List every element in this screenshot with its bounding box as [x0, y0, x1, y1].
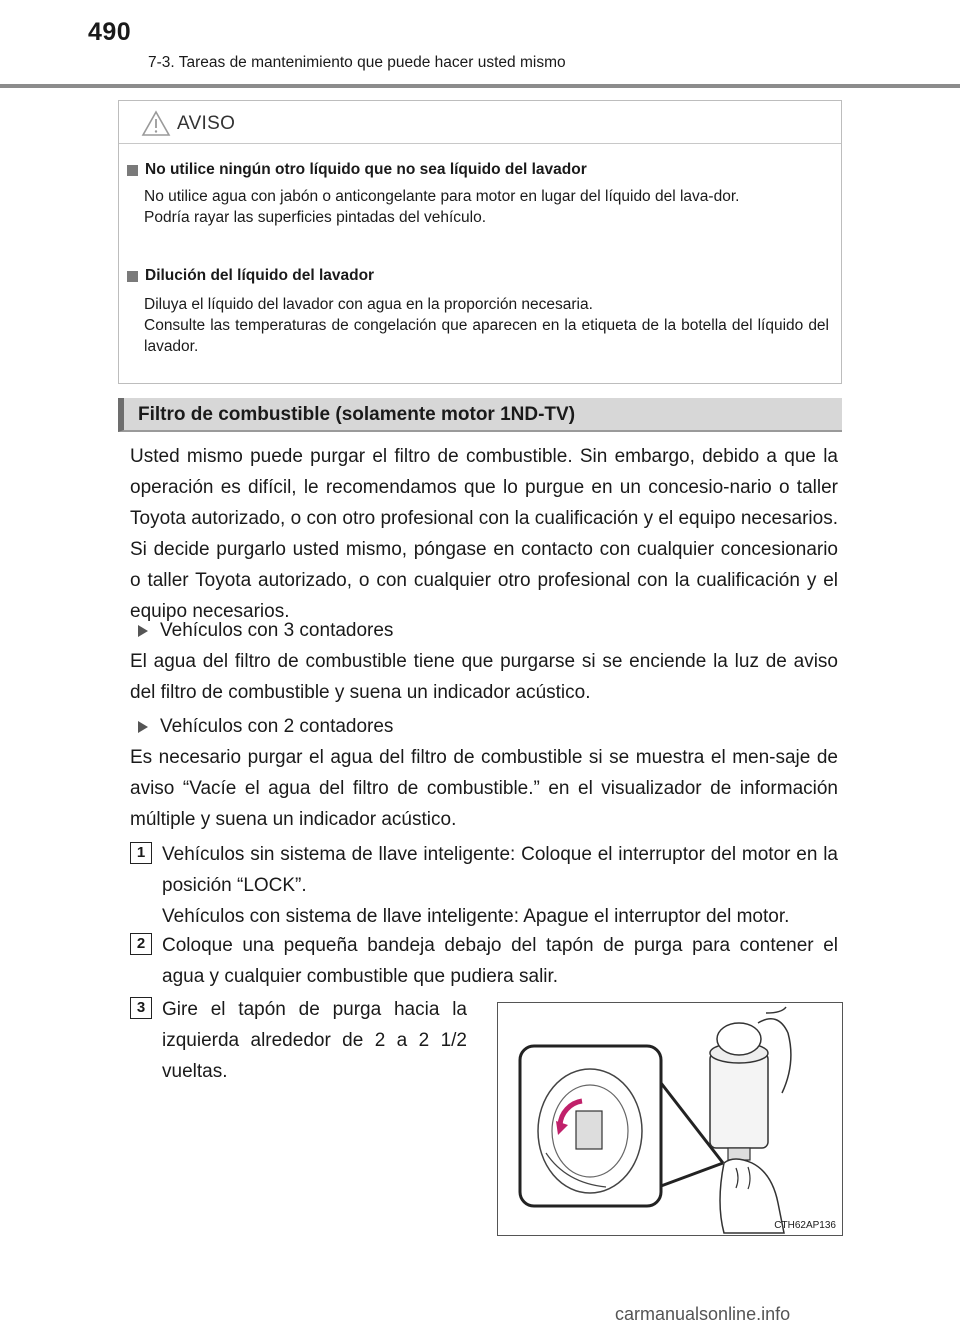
warning-header	[119, 101, 841, 144]
variant-paragraph: El agua del filtro de combustible tiene que purgarse si se enciende la luz de aviso del filtro de combustible y suena un indicador acústico.	[130, 651, 838, 703]
variant-bullet	[138, 615, 393, 646]
triangle-bullet-icon	[138, 721, 148, 733]
square-bullet-icon	[127, 271, 138, 282]
warning-section-title-text: Dilución del líquido del lavador	[145, 267, 375, 284]
step-line: Gire el tapón de purga hacia la izquierda alrededor de 2 a 2 1/2 vueltas.	[162, 999, 467, 1082]
warning-title: AVISO	[177, 113, 236, 134]
step-number: 1	[130, 842, 152, 864]
intro-paragraph: Usted mismo puede purgar el filtro de combustible. Sin embargo, debido a que la operación es difícil, le recomendamos que lo purgue en un concesio-nario o taller Toyota autorizado, o con otro profesional con la cualificación y el equipo necesarios. Si decide purgarlo usted mismo, póngase en contacto con cualquier concesionario o taller Toyota autorizado, o con cualquier otro profesional con la cualificación y el equipo necesarios.	[130, 446, 838, 622]
drain-plug-drawing-icon	[498, 1003, 842, 1235]
warning-section-title	[127, 267, 374, 285]
step-line: Vehículos sin sistema de llave inteligente: Coloque el interruptor del motor en la posición “LOCK”.	[162, 844, 838, 896]
watermark: carmanualsonline.info	[615, 1304, 791, 1324]
figure-code: CTH62AP136	[774, 1220, 836, 1231]
step-number: 3	[130, 997, 152, 1019]
page-number: 490	[88, 18, 132, 46]
step-number: 2	[130, 933, 152, 955]
square-bullet-icon	[127, 165, 138, 176]
variant-bullet	[138, 711, 393, 742]
warning-line: Podría rayar las superficies pintadas del vehículo.	[144, 209, 487, 226]
header-rule	[0, 84, 960, 88]
fuel-filter-illustration	[497, 1002, 843, 1236]
chapter-title: 7-3. Tareas de mantenimiento que puede hacer usted mismo	[148, 54, 566, 71]
warning-section-text	[144, 186, 829, 228]
warning-section-title-text: No utilice ningún otro líquido que no sea líquido del lavador	[145, 161, 587, 178]
warning-triangle-icon	[141, 110, 171, 137]
step-text	[162, 994, 467, 1087]
step-text	[162, 930, 838, 992]
warning-line: Consulte las temperaturas de congelación que aparecen en la etiqueta de la botella del líquido del lavador.	[144, 317, 829, 355]
warning-section-title	[127, 161, 587, 179]
section-heading	[118, 398, 842, 432]
warning-line: No utilice agua con jabón o anticongelante para motor en lugar del líquido del lava-dor.	[144, 188, 740, 205]
step-line: Vehículos con sistema de llave inteligente: Apague el interruptor del motor.	[162, 906, 790, 927]
warning-box	[118, 100, 842, 384]
triangle-bullet-icon	[138, 625, 148, 637]
variant-label: Vehículos con 2 contadores	[160, 716, 394, 737]
step-text	[162, 839, 838, 932]
variant-label: Vehículos con 3 contadores	[160, 620, 394, 641]
warning-section-text	[144, 294, 829, 357]
variant-paragraph: Es necesario purgar el agua del filtro de combustible si se muestra el men-saje de aviso “Vacíe el agua del filtro de combustible.” en el visualizador de información múltiple y suena un indicador acústico.	[130, 747, 838, 830]
step-line: Coloque una pequeña bandeja debajo del tapón de purga para contener el agua y cualquier combustible que pudiera salir.	[162, 935, 838, 987]
warning-line: Diluya el líquido del lavador con agua en la proporción necesaria.	[144, 296, 593, 313]
section-heading-text: Filtro de combustible (solamente motor 1ND-TV)	[138, 404, 576, 425]
